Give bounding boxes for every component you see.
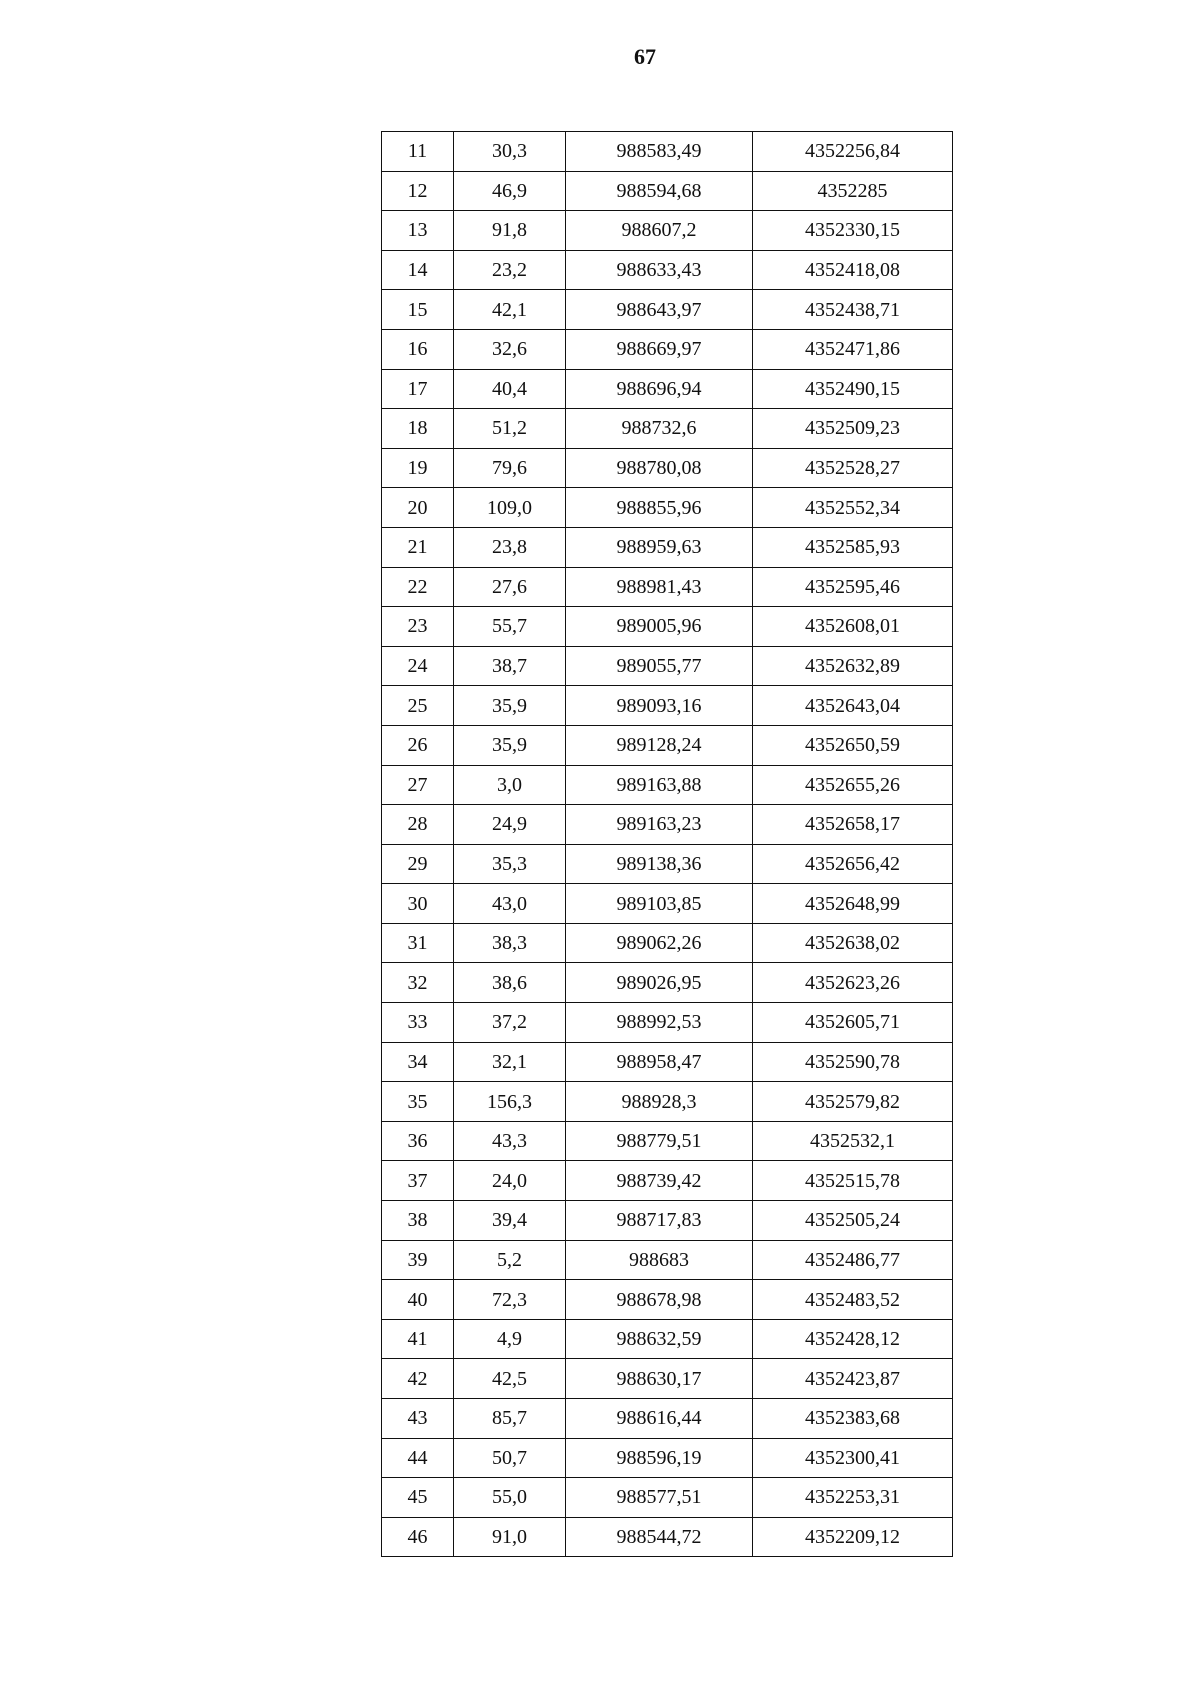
y-coordinate-cell: 4352648,99 — [753, 884, 953, 924]
y-coordinate-cell: 4352423,87 — [753, 1359, 953, 1399]
y-coordinate-cell: 4352330,15 — [753, 211, 953, 251]
y-coordinate-cell: 4352595,46 — [753, 567, 953, 607]
table-row — [382, 1042, 953, 1082]
coordinates-table — [381, 131, 953, 1557]
table-row — [382, 329, 953, 369]
x-coordinate-cell: 988583,49 — [566, 132, 753, 172]
x-coordinate-cell: 988544,72 — [566, 1517, 753, 1557]
y-coordinate-cell: 4352632,89 — [753, 646, 953, 686]
y-coordinate-cell: 4352590,78 — [753, 1042, 953, 1082]
table-row — [382, 1517, 953, 1557]
point-number-cell: 15 — [382, 290, 454, 330]
point-number-cell: 24 — [382, 646, 454, 686]
point-number-cell: 37 — [382, 1161, 454, 1201]
distance-cell: 24,9 — [454, 805, 566, 845]
x-coordinate-cell: 988633,43 — [566, 250, 753, 290]
distance-cell: 42,1 — [454, 290, 566, 330]
point-number-cell: 25 — [382, 686, 454, 726]
distance-cell: 23,8 — [454, 527, 566, 567]
x-coordinate-cell: 989005,96 — [566, 607, 753, 647]
distance-cell: 35,9 — [454, 725, 566, 765]
y-coordinate-cell: 4352438,71 — [753, 290, 953, 330]
x-coordinate-cell: 988630,17 — [566, 1359, 753, 1399]
y-coordinate-cell: 4352585,93 — [753, 527, 953, 567]
distance-cell: 4,9 — [454, 1319, 566, 1359]
y-coordinate-cell: 4352383,68 — [753, 1399, 953, 1439]
table-row — [382, 409, 953, 449]
point-number-cell: 46 — [382, 1517, 454, 1557]
x-coordinate-cell: 989163,88 — [566, 765, 753, 805]
x-coordinate-cell: 988958,47 — [566, 1042, 753, 1082]
point-number-cell: 18 — [382, 409, 454, 449]
table-row — [382, 923, 953, 963]
x-coordinate-cell: 988607,2 — [566, 211, 753, 251]
point-number-cell: 13 — [382, 211, 454, 251]
point-number-cell: 44 — [382, 1438, 454, 1478]
x-coordinate-cell: 989128,24 — [566, 725, 753, 765]
point-number-cell: 26 — [382, 725, 454, 765]
distance-cell: 38,6 — [454, 963, 566, 1003]
page-number: 67 — [634, 44, 656, 69]
table-row — [382, 1399, 953, 1439]
table-row — [382, 1121, 953, 1161]
table-row — [382, 1161, 953, 1201]
distance-cell: 35,3 — [454, 844, 566, 884]
table-row — [382, 1319, 953, 1359]
point-number-cell: 23 — [382, 607, 454, 647]
y-coordinate-cell: 4352509,23 — [753, 409, 953, 449]
x-coordinate-cell: 988577,51 — [566, 1478, 753, 1518]
table-row — [382, 646, 953, 686]
table-row — [382, 725, 953, 765]
x-coordinate-cell: 988732,6 — [566, 409, 753, 449]
point-number-cell: 12 — [382, 171, 454, 211]
point-number-cell: 19 — [382, 448, 454, 488]
y-coordinate-cell: 4352623,26 — [753, 963, 953, 1003]
y-coordinate-cell: 4352552,34 — [753, 488, 953, 528]
distance-cell: 24,0 — [454, 1161, 566, 1201]
table-row — [382, 1438, 953, 1478]
x-coordinate-cell: 988696,94 — [566, 369, 753, 409]
distance-cell: 72,3 — [454, 1280, 566, 1320]
point-number-cell: 29 — [382, 844, 454, 884]
distance-cell: 30,3 — [454, 132, 566, 172]
table-row — [382, 369, 953, 409]
x-coordinate-cell: 988928,3 — [566, 1082, 753, 1122]
y-coordinate-cell: 4352532,1 — [753, 1121, 953, 1161]
table-row — [382, 1082, 953, 1122]
y-coordinate-cell: 4352528,27 — [753, 448, 953, 488]
y-coordinate-cell: 4352428,12 — [753, 1319, 953, 1359]
table-row — [382, 171, 953, 211]
x-coordinate-cell: 989055,77 — [566, 646, 753, 686]
x-coordinate-cell: 988616,44 — [566, 1399, 753, 1439]
x-coordinate-cell: 988959,63 — [566, 527, 753, 567]
point-number-cell: 41 — [382, 1319, 454, 1359]
distance-cell: 40,4 — [454, 369, 566, 409]
y-coordinate-cell: 4352490,15 — [753, 369, 953, 409]
x-coordinate-cell: 989103,85 — [566, 884, 753, 924]
table-row — [382, 1201, 953, 1241]
x-coordinate-cell: 989138,36 — [566, 844, 753, 884]
distance-cell: 91,0 — [454, 1517, 566, 1557]
point-number-cell: 40 — [382, 1280, 454, 1320]
distance-cell: 35,9 — [454, 686, 566, 726]
distance-cell: 55,7 — [454, 607, 566, 647]
x-coordinate-cell: 988855,96 — [566, 488, 753, 528]
x-coordinate-cell: 989093,16 — [566, 686, 753, 726]
x-coordinate-cell: 989026,95 — [566, 963, 753, 1003]
y-coordinate-cell: 4352253,31 — [753, 1478, 953, 1518]
table-row — [382, 448, 953, 488]
x-coordinate-cell: 988678,98 — [566, 1280, 753, 1320]
y-coordinate-cell: 4352658,17 — [753, 805, 953, 845]
distance-cell: 39,4 — [454, 1201, 566, 1241]
y-coordinate-cell: 4352655,26 — [753, 765, 953, 805]
point-number-cell: 32 — [382, 963, 454, 1003]
point-number-cell: 36 — [382, 1121, 454, 1161]
point-number-cell: 45 — [382, 1478, 454, 1518]
y-coordinate-cell: 4352486,77 — [753, 1240, 953, 1280]
y-coordinate-cell: 4352256,84 — [753, 132, 953, 172]
point-number-cell: 34 — [382, 1042, 454, 1082]
distance-cell: 42,5 — [454, 1359, 566, 1399]
table-row — [382, 686, 953, 726]
x-coordinate-cell: 988981,43 — [566, 567, 753, 607]
x-coordinate-cell: 988594,68 — [566, 171, 753, 211]
table-row — [382, 290, 953, 330]
point-number-cell: 21 — [382, 527, 454, 567]
x-coordinate-cell: 988779,51 — [566, 1121, 753, 1161]
y-coordinate-cell: 4352285 — [753, 171, 953, 211]
point-number-cell: 28 — [382, 805, 454, 845]
distance-cell: 85,7 — [454, 1399, 566, 1439]
table-row — [382, 1478, 953, 1518]
distance-cell: 109,0 — [454, 488, 566, 528]
x-coordinate-cell: 988683 — [566, 1240, 753, 1280]
x-coordinate-cell: 989163,23 — [566, 805, 753, 845]
x-coordinate-cell: 988632,59 — [566, 1319, 753, 1359]
point-number-cell: 22 — [382, 567, 454, 607]
table-row — [382, 607, 953, 647]
distance-cell: 32,6 — [454, 329, 566, 369]
point-number-cell: 33 — [382, 1003, 454, 1043]
x-coordinate-cell: 988596,19 — [566, 1438, 753, 1478]
table-row — [382, 211, 953, 251]
distance-cell: 156,3 — [454, 1082, 566, 1122]
distance-cell: 50,7 — [454, 1438, 566, 1478]
y-coordinate-cell: 4352605,71 — [753, 1003, 953, 1043]
distance-cell: 5,2 — [454, 1240, 566, 1280]
point-number-cell: 16 — [382, 329, 454, 369]
distance-cell: 3,0 — [454, 765, 566, 805]
y-coordinate-cell: 4352608,01 — [753, 607, 953, 647]
x-coordinate-cell: 988717,83 — [566, 1201, 753, 1241]
table-row — [382, 527, 953, 567]
table-row — [382, 884, 953, 924]
coordinates-table-body — [382, 132, 953, 1557]
y-coordinate-cell: 4352638,02 — [753, 923, 953, 963]
x-coordinate-cell: 988643,97 — [566, 290, 753, 330]
point-number-cell: 17 — [382, 369, 454, 409]
y-coordinate-cell: 4352483,52 — [753, 1280, 953, 1320]
table-row — [382, 844, 953, 884]
x-coordinate-cell: 989062,26 — [566, 923, 753, 963]
y-coordinate-cell: 4352643,04 — [753, 686, 953, 726]
distance-cell: 91,8 — [454, 211, 566, 251]
distance-cell: 27,6 — [454, 567, 566, 607]
y-coordinate-cell: 4352515,78 — [753, 1161, 953, 1201]
x-coordinate-cell: 988739,42 — [566, 1161, 753, 1201]
distance-cell: 79,6 — [454, 448, 566, 488]
point-number-cell: 35 — [382, 1082, 454, 1122]
point-number-cell: 14 — [382, 250, 454, 290]
y-coordinate-cell: 4352579,82 — [753, 1082, 953, 1122]
point-number-cell: 38 — [382, 1201, 454, 1241]
point-number-cell: 20 — [382, 488, 454, 528]
distance-cell: 46,9 — [454, 171, 566, 211]
table-row — [382, 488, 953, 528]
point-number-cell: 42 — [382, 1359, 454, 1399]
distance-cell: 51,2 — [454, 409, 566, 449]
table-row — [382, 1359, 953, 1399]
y-coordinate-cell: 4352300,41 — [753, 1438, 953, 1478]
point-number-cell: 43 — [382, 1399, 454, 1439]
distance-cell: 23,2 — [454, 250, 566, 290]
table-row — [382, 805, 953, 845]
table-row — [382, 250, 953, 290]
y-coordinate-cell: 4352418,08 — [753, 250, 953, 290]
y-coordinate-cell: 4352650,59 — [753, 725, 953, 765]
distance-cell: 55,0 — [454, 1478, 566, 1518]
y-coordinate-cell: 4352505,24 — [753, 1201, 953, 1241]
table-row — [382, 1003, 953, 1043]
table-row — [382, 567, 953, 607]
y-coordinate-cell: 4352656,42 — [753, 844, 953, 884]
distance-cell: 38,3 — [454, 923, 566, 963]
point-number-cell: 31 — [382, 923, 454, 963]
distance-cell: 38,7 — [454, 646, 566, 686]
x-coordinate-cell: 988669,97 — [566, 329, 753, 369]
y-coordinate-cell: 4352471,86 — [753, 329, 953, 369]
x-coordinate-cell: 988780,08 — [566, 448, 753, 488]
x-coordinate-cell: 988992,53 — [566, 1003, 753, 1043]
y-coordinate-cell: 4352209,12 — [753, 1517, 953, 1557]
point-number-cell: 11 — [382, 132, 454, 172]
table-row — [382, 1280, 953, 1320]
table-row — [382, 1240, 953, 1280]
distance-cell: 43,3 — [454, 1121, 566, 1161]
table-row — [382, 963, 953, 1003]
distance-cell: 37,2 — [454, 1003, 566, 1043]
point-number-cell: 39 — [382, 1240, 454, 1280]
distance-cell: 43,0 — [454, 884, 566, 924]
distance-cell: 32,1 — [454, 1042, 566, 1082]
point-number-cell: 30 — [382, 884, 454, 924]
point-number-cell: 27 — [382, 765, 454, 805]
table-row — [382, 765, 953, 805]
table-row — [382, 132, 953, 172]
